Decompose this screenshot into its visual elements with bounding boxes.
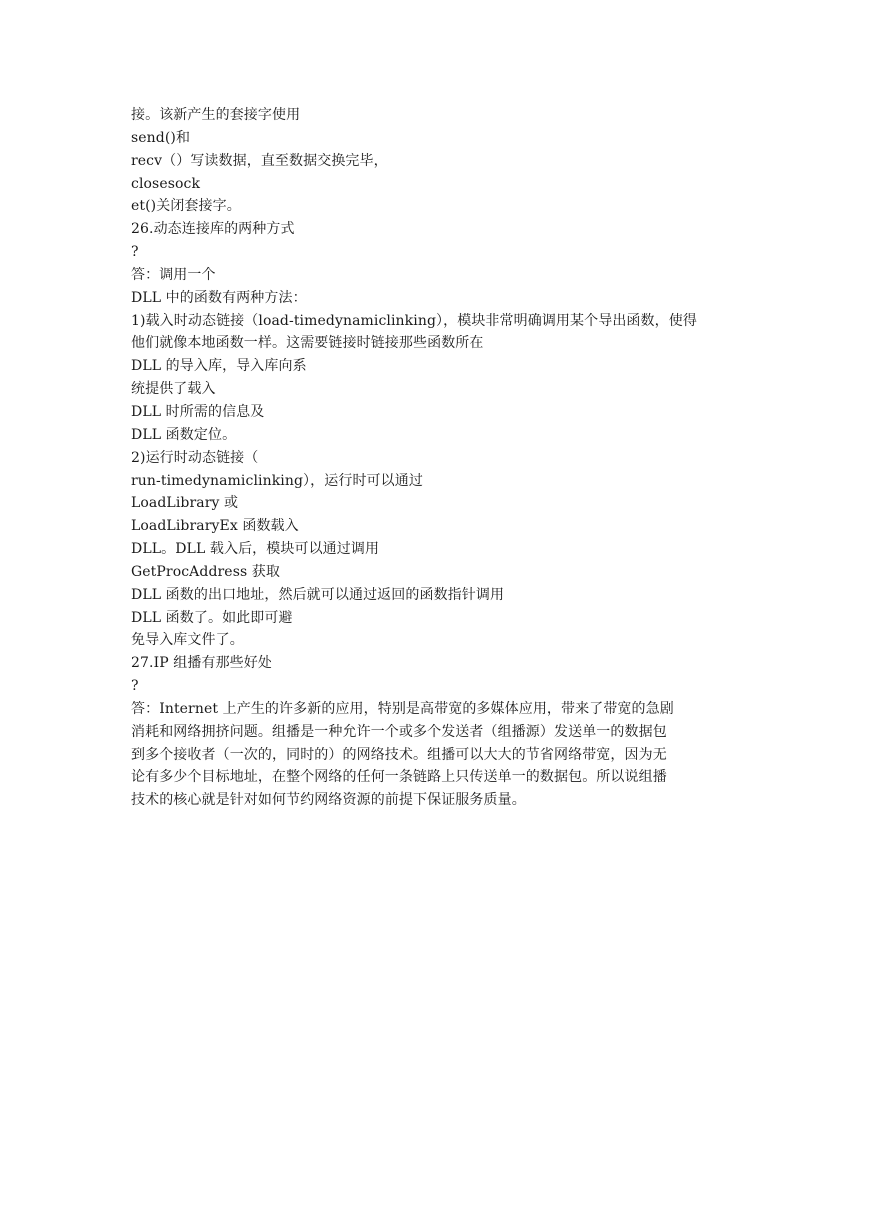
text-line: 答：调用一个 xyxy=(131,266,216,283)
text-line: 到多个接收者（一次的，同时的）的网络技术。组播可以大大的节省网络带宽，因为无 xyxy=(131,746,667,763)
text-line: 免导入库文件了。 xyxy=(131,632,244,649)
text-line: ? xyxy=(131,678,139,695)
text-line: et()关闭套接字。 xyxy=(131,198,241,215)
text-line: DLL 中的函数有两种方法： xyxy=(131,289,307,306)
text-line: run-timedynamiclinking），运行时可以通过 xyxy=(131,472,423,489)
text-line: 技术的核心就是针对如何节约网络资源的前提下保证服务质量。 xyxy=(131,792,526,809)
text-line: DLL 的导入库，导入库向系 xyxy=(131,358,307,375)
text-line: closesock xyxy=(131,175,201,192)
text-line: ? xyxy=(131,244,139,261)
text-line: DLL 时所需的信息及 xyxy=(131,403,265,420)
text-line: LoadLibraryEx 函数载入 xyxy=(131,518,299,535)
text-line: 消耗和网络拥挤问题。组播是一种允许一个或多个发送者（组播源）发送单一的数据包 xyxy=(131,723,667,740)
text-line: 他们就像本地函数一样。这需要链接时链接那些函数所在 xyxy=(131,335,484,352)
text-line: LoadLibrary 或 xyxy=(131,495,239,512)
text-line: recv（）写读数据，直至数据交换完毕， xyxy=(131,152,388,169)
text-line: 答：Internet 上产生的许多新的应用，特别是高带宽的多媒体应用，带来了带宽的急剧 xyxy=(131,700,674,717)
text-line: 论有多少个目标地址，在整个网络的任何一条链路上只传送单一的数据包。所以说组播 xyxy=(131,769,667,786)
question-heading: 26.动态连接库的两种方式 xyxy=(131,221,295,238)
text-line: 统提供了载入 xyxy=(131,381,216,398)
text-line: DLL 函数的出口地址，然后就可以通过返回的函数指针调用 xyxy=(131,586,505,603)
text-line: 接。该新产生的套接字使用 xyxy=(131,107,301,123)
question-heading: 27.IP 组播有那些好处 xyxy=(131,655,272,672)
text-line: DLL 函数定位。 xyxy=(131,426,237,443)
text-line: DLL。DLL 载入后，模块可以通过调用 xyxy=(131,541,380,558)
document-page xyxy=(131,104,741,812)
text-line: GetProcAddress 获取 xyxy=(131,563,281,580)
text-line: DLL 函数了。如此即可避 xyxy=(131,609,293,626)
text-line: send()和 xyxy=(131,129,191,146)
text-line: 2)运行时动态链接（ xyxy=(131,449,259,466)
text-line: 1)载入时动态链接（load-timedynamiclinking），模块非常明确调用某个导出函数，使得 xyxy=(131,312,697,329)
